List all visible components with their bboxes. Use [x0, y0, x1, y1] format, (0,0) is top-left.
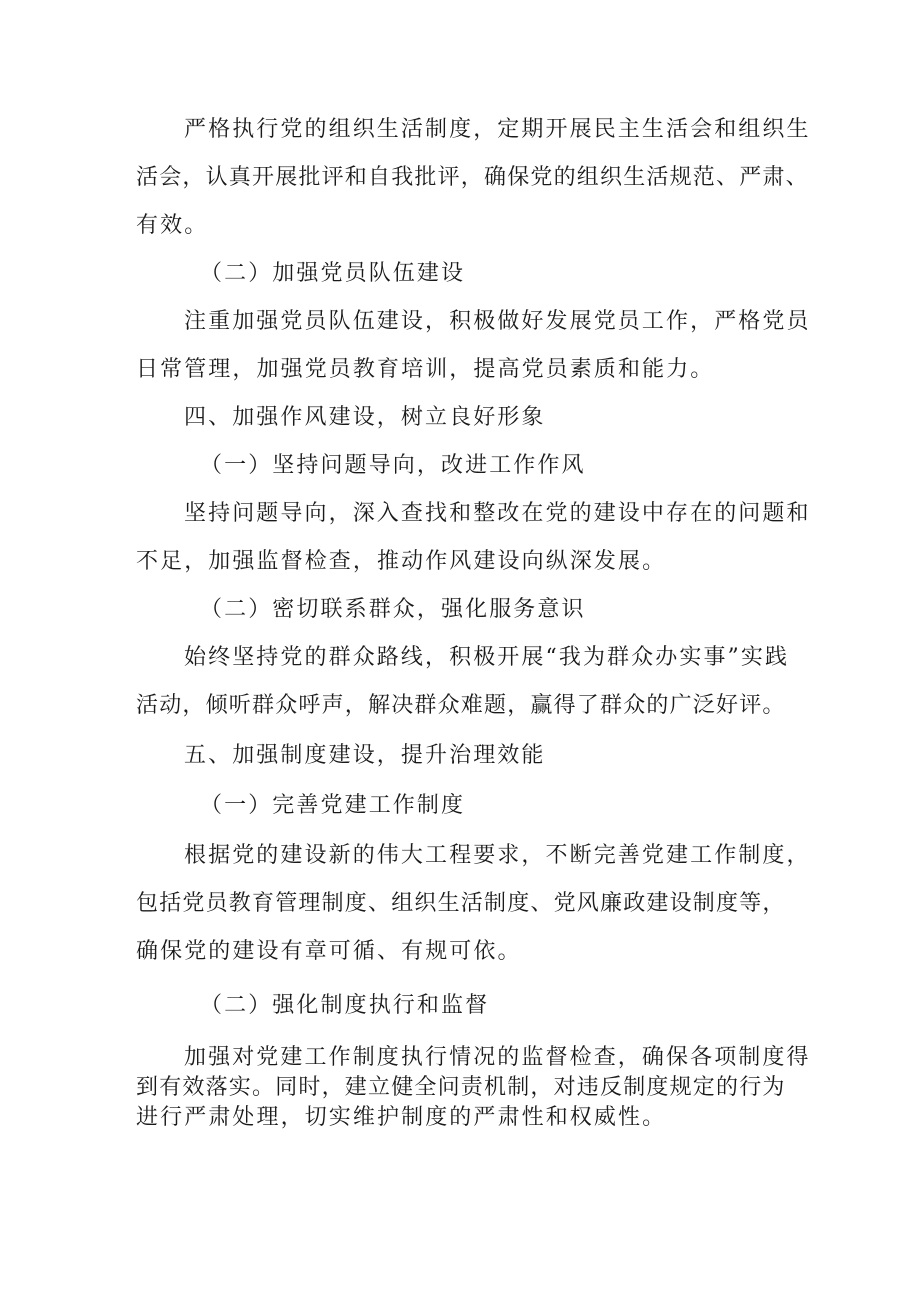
paragraph-line: 严格执行党的组织生活制度，定期开展民主生活会和组织生 — [184, 117, 811, 142]
paragraph-line: 坚持问题导向，深入查找和整改在党的建设中存在的问题和 — [184, 501, 811, 526]
paragraph-line: 日常管理，加强党员教育培训，提高党员素质和能力。 — [136, 357, 715, 382]
subsection-heading: （二）密切联系群众，强化服务意识 — [200, 597, 586, 622]
paragraph-line: 到有效落实。同时，建立健全问责机制，对违反制度规定的行为 — [136, 1075, 786, 1100]
paragraph-line: 进行严肃处理，切实维护制度的严肃性和权威性。 — [136, 1105, 667, 1130]
paragraph-line: 活动，倾听群众呼声，解决群众难题，赢得了群众的广泛好评。 — [136, 693, 786, 718]
paragraph-line: 包括党员教育管理制度、组织生活制度、党风廉政建设制度等， — [136, 891, 786, 916]
paragraph-line: 加强对党建工作制度执行情况的监督检查，确保各项制度得 — [184, 1045, 811, 1070]
subsection-heading: （二）加强党员队伍建设 — [200, 261, 466, 286]
subsection-heading: （一）完善党建工作制度 — [200, 793, 466, 818]
paragraph-line: 有效。 — [136, 213, 209, 238]
paragraph-line: 注重加强党员队伍建设，积极做好发展党员工作，严格党员 — [184, 309, 811, 334]
section-heading: 四、加强作风建设，树立良好形象 — [184, 405, 546, 430]
paragraph-line: 根据党的建设新的伟大工程要求，不断完善党建工作制度， — [184, 843, 811, 868]
paragraph-line: 不足，加强监督检查，推动作风建设向纵深发展。 — [136, 549, 667, 574]
subsection-heading: （一）坚持问题导向，改进工作作风 — [200, 453, 586, 478]
paragraph-line: 始终坚持党的群众路线，积极开展“我为群众办实事”实践 — [184, 645, 790, 670]
paragraph-line: 活会，认真开展批评和自我批评，确保党的组织生活规范、严肃、 — [136, 165, 809, 190]
paragraph-line: 确保党的建设有章可循、有规可依。 — [136, 939, 522, 964]
section-heading: 五、加强制度建设，提升治理效能 — [184, 743, 546, 768]
subsection-heading: （二）强化制度执行和监督 — [200, 993, 490, 1018]
